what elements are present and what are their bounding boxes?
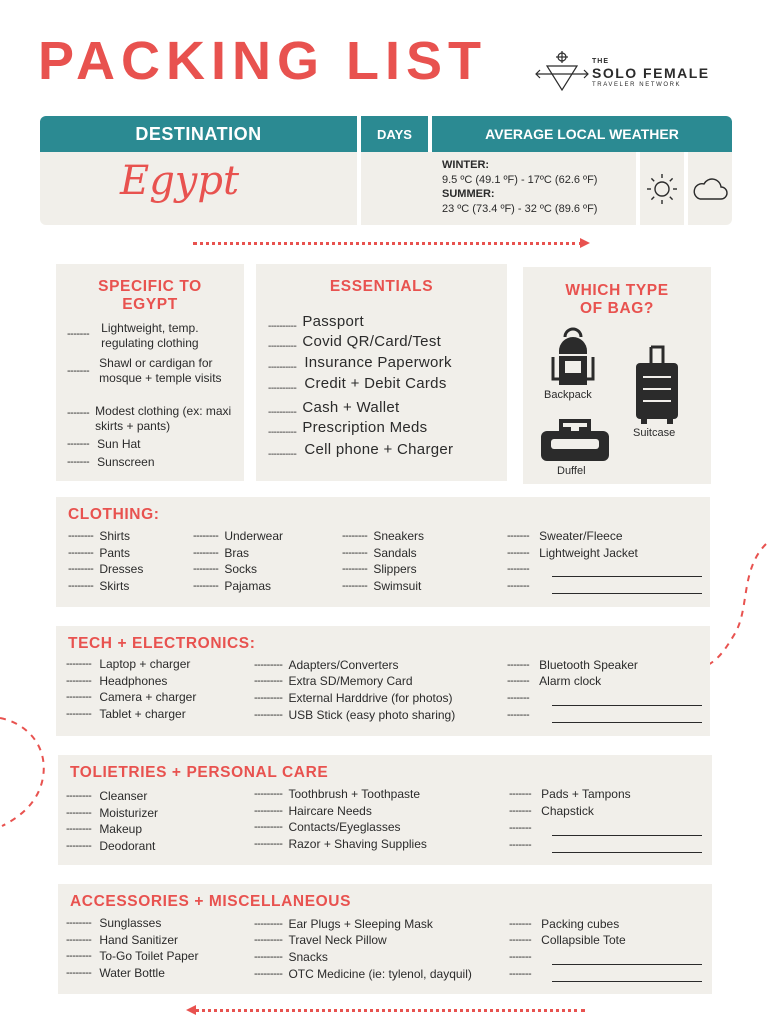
list-item[interactable]: ---------- Covid QR/Card/Test xyxy=(268,333,442,352)
essentials-panel xyxy=(256,264,507,481)
list-item[interactable]: --------- Extra SD/Memory Card xyxy=(254,674,413,688)
toiletries-title: TOLIETRIES + PERSONAL CARE xyxy=(70,764,329,781)
list-item[interactable]: ---------- Insurance Paperwork xyxy=(268,354,452,373)
list-item[interactable]: --------- Razor + Shaving Supplies xyxy=(254,837,427,851)
list-item[interactable]: ------- Shawl or cardigan for mosque + temple visits xyxy=(67,356,222,385)
list-item-blank[interactable]: ------- xyxy=(509,968,532,980)
winter-value: 9.5 ºC (49.1 ºF) - 17ºC (62.6 ºF) xyxy=(442,173,598,186)
backpack-option[interactable] xyxy=(545,327,601,392)
list-item[interactable]: -------- Socks xyxy=(193,562,257,576)
list-item[interactable]: -------- Pants xyxy=(68,546,130,560)
duffel-label: Duffel xyxy=(557,465,586,477)
list-item[interactable]: -------- Tablet + charger xyxy=(66,707,186,721)
write-in-line[interactable] xyxy=(552,835,702,836)
clothing-panel xyxy=(56,497,710,607)
list-item[interactable]: ------- Pads + Tampons xyxy=(509,787,631,801)
list-item[interactable]: ------- Chapstick xyxy=(509,804,594,818)
write-in-line[interactable] xyxy=(552,722,702,723)
write-in-line[interactable] xyxy=(552,964,702,965)
suitcase-label: Suitcase xyxy=(633,427,676,439)
suitcase-option[interactable] xyxy=(633,345,681,430)
list-item[interactable]: ------- Lightweight Jacket xyxy=(507,546,638,560)
list-item[interactable]: -------- Makeup xyxy=(66,822,143,836)
essentials-title: ESSENTIALS xyxy=(329,278,434,295)
accessories-title: ACCESSORIES + MISCELLANEOUS xyxy=(70,893,352,910)
list-item[interactable]: ---------- Passport xyxy=(268,313,364,332)
list-item[interactable]: ------- Collapsible Tote xyxy=(509,933,626,947)
write-in-line[interactable] xyxy=(552,852,702,853)
list-item-blank[interactable]: ------- xyxy=(507,580,530,592)
destination-value: Egypt xyxy=(120,158,240,204)
destination-header: DESTINATION xyxy=(40,116,357,152)
list-item[interactable]: --------- Haircare Needs xyxy=(254,804,372,818)
list-item[interactable]: -------- Water Bottle xyxy=(66,966,165,980)
list-item[interactable]: -------- Pajamas xyxy=(193,579,271,593)
list-item[interactable]: ------- Modest clothing (ex: maxi skirts + pants) xyxy=(67,404,232,433)
list-item[interactable]: -------- Sneakers xyxy=(342,529,425,543)
summer-label: SUMMER: xyxy=(442,188,495,200)
list-item[interactable]: ---------- Credit + Debit Cards xyxy=(268,375,447,394)
backpack-icon xyxy=(545,327,601,387)
decorative-dashed-curve-left xyxy=(0,710,52,830)
list-item-blank[interactable]: ------- xyxy=(509,839,532,851)
arrow-right-icon xyxy=(578,236,592,250)
logo-the: THE xyxy=(592,58,609,65)
list-item[interactable]: --------- Adapters/Converters xyxy=(254,658,399,672)
list-item-blank[interactable]: ------- xyxy=(507,563,530,575)
list-item[interactable]: -------- Laptop + charger xyxy=(66,657,191,671)
list-item[interactable]: ---------- Cash + Wallet xyxy=(268,399,400,418)
list-item[interactable]: -------- Moisturizer xyxy=(66,806,158,820)
specific-title: SPECIFIC TO EGYPT xyxy=(98,278,202,313)
list-item[interactable]: -------- Underwear xyxy=(193,529,284,543)
list-item[interactable]: --------- Ear Plugs + Sleeping Mask xyxy=(254,917,433,931)
dotted-divider-top xyxy=(193,242,583,245)
list-item[interactable]: --------- USB Stick (easy photo sharing) xyxy=(254,708,456,722)
duffel-icon xyxy=(539,413,611,463)
backpack-label: Backpack xyxy=(544,389,592,401)
summer-value: 23 ºC (73.4 ºF) - 32 ºC (89.6 ºF) xyxy=(442,202,598,215)
list-item[interactable]: ------- Sunscreen xyxy=(67,455,155,469)
accessories-panel xyxy=(58,884,712,994)
list-item[interactable]: -------- Shirts xyxy=(68,529,130,543)
list-item[interactable]: -------- Sunglasses xyxy=(66,916,162,930)
list-item[interactable]: --------- External Harddrive (for photos) xyxy=(254,691,453,705)
list-item[interactable]: -------- Slippers xyxy=(342,562,417,576)
list-item-blank[interactable]: ------- xyxy=(509,951,532,963)
list-item[interactable]: -------- Dresses xyxy=(68,562,144,576)
arrow-left-icon xyxy=(184,1003,198,1017)
logo-name: SOLO FEMALE xyxy=(592,65,710,81)
write-in-line[interactable] xyxy=(552,981,702,982)
list-item[interactable]: ------- Alarm clock xyxy=(507,674,602,688)
page-title: PACKING LIST xyxy=(38,31,487,91)
list-item[interactable]: ------- Sun Hat xyxy=(67,437,141,451)
clothing-title: CLOTHING: xyxy=(68,506,160,523)
list-item[interactable]: -------- Headphones xyxy=(66,674,168,688)
winter-label: WINTER: xyxy=(442,159,490,171)
list-item[interactable]: ---------- Prescription Meds xyxy=(268,419,428,438)
specific-panel xyxy=(56,264,244,481)
tech-panel xyxy=(56,626,710,736)
cloud-icon xyxy=(691,176,729,202)
list-item[interactable]: ---------- Cell phone + Charger xyxy=(268,441,454,460)
weather-field xyxy=(436,152,636,225)
list-item[interactable]: -------- Hand Sanitizer xyxy=(66,933,179,947)
sun-icon xyxy=(645,172,679,206)
list-item[interactable]: --------- Toothbrush + Toothpaste xyxy=(254,787,421,801)
days-header: DAYS xyxy=(361,116,428,152)
list-item[interactable]: -------- Swimsuit xyxy=(342,579,422,593)
list-item[interactable]: -------- Sandals xyxy=(342,546,417,560)
list-item[interactable]: ------- Packing cubes xyxy=(509,917,620,931)
weather-header: AVERAGE LOCAL WEATHER xyxy=(432,116,732,152)
list-item[interactable]: ------- Sweater/Fleece xyxy=(507,529,623,543)
bag-panel xyxy=(523,267,711,484)
dotted-divider-bottom xyxy=(195,1009,585,1012)
list-item[interactable]: -------- Cleanser xyxy=(66,789,148,803)
list-item[interactable]: --------- Travel Neck Pillow xyxy=(254,933,387,947)
bag-title: WHICH TYPE OF BAG? xyxy=(565,282,669,317)
write-in-line[interactable] xyxy=(552,705,702,706)
list-item[interactable]: -------- Skirts xyxy=(68,579,130,593)
logo-tagline: TRAVELER NETWORK xyxy=(592,82,682,88)
list-item[interactable]: --------- Snacks xyxy=(254,950,328,964)
tech-title: TECH + ELECTRONICS: xyxy=(68,635,256,652)
list-item[interactable]: -------- Bras xyxy=(193,546,249,560)
toiletries-panel xyxy=(58,755,712,865)
list-item[interactable]: ------- Bluetooth Speaker xyxy=(507,658,638,672)
list-item[interactable]: -------- Camera + charger xyxy=(66,690,197,704)
cloud-cell[interactable] xyxy=(688,152,732,225)
suitcase-icon xyxy=(633,345,681,425)
write-in-line[interactable] xyxy=(552,576,702,577)
list-item[interactable]: -------- To-Go Toilet Paper xyxy=(66,949,199,963)
sun-cell[interactable] xyxy=(640,152,684,225)
list-item[interactable]: --------- Contacts/Eyeglasses xyxy=(254,820,401,834)
duffel-option[interactable] xyxy=(539,413,611,468)
list-item-blank[interactable]: ------- xyxy=(509,822,532,834)
destination-field[interactable] xyxy=(40,152,357,225)
days-field[interactable] xyxy=(361,152,436,225)
list-item-blank[interactable]: ------- xyxy=(507,692,530,704)
list-item[interactable]: --------- OTC Medicine (ie: tylenol, dayquil) xyxy=(254,967,472,981)
list-item-blank[interactable]: ------- xyxy=(507,709,530,721)
list-item[interactable]: -------- Deodorant xyxy=(66,839,156,853)
logo xyxy=(532,50,732,92)
decorative-dashed-curve-right xyxy=(700,540,768,670)
compass-logo-icon xyxy=(534,50,590,92)
list-item[interactable]: ------- Lightweight, temp. regulating clothing xyxy=(67,321,199,350)
write-in-line[interactable] xyxy=(552,593,702,594)
